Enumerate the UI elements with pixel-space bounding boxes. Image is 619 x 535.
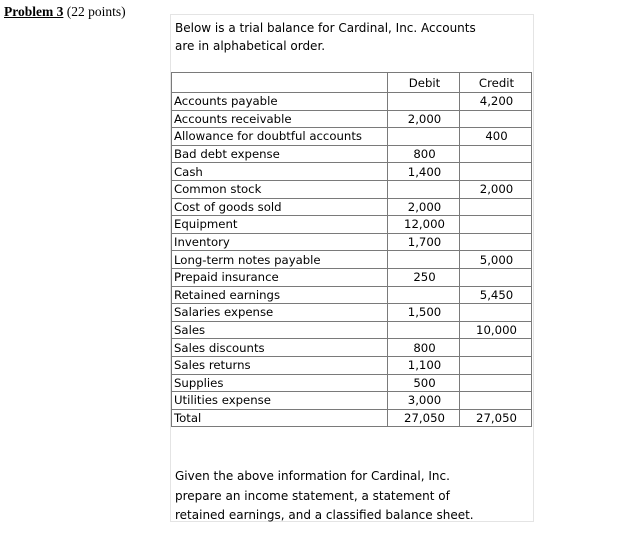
credit-cell: 4,200 [460, 93, 532, 111]
intro-line: Below is a trial balance for Cardinal, Inc. Accounts [175, 21, 476, 35]
account-cell: Accounts receivable [172, 110, 388, 128]
table-row [172, 392, 532, 410]
table-row [172, 180, 532, 198]
credit-cell [460, 356, 532, 374]
account-cell: Bad debt expense [172, 145, 388, 163]
debit-cell: 1,100 [388, 356, 460, 374]
account-cell: Sales discounts [172, 339, 388, 357]
problem-heading: Problem 3 [4, 4, 64, 19]
debit-cell [388, 128, 460, 146]
credit-cell [460, 145, 532, 163]
credit-cell [460, 233, 532, 251]
intro-text [175, 19, 505, 55]
account-cell: Retained earnings [172, 286, 388, 304]
account-cell: Common stock [172, 180, 388, 198]
credit-cell: 2,000 [460, 180, 532, 198]
debit-cell [388, 321, 460, 339]
table-row [172, 339, 532, 357]
debit-cell: 500 [388, 374, 460, 392]
table-row [172, 304, 532, 322]
table-row [172, 233, 532, 251]
header-debit: Debit [388, 73, 460, 93]
credit-cell [460, 304, 532, 322]
credit-cell: 5,000 [460, 251, 532, 269]
problem-header [4, 4, 126, 20]
intro-line: are in alphabetical order. [175, 39, 326, 53]
account-cell: Utilities expense [172, 392, 388, 410]
account-cell: Prepaid insurance [172, 268, 388, 286]
table-row [172, 286, 532, 304]
debit-cell [388, 251, 460, 269]
table-row [172, 198, 532, 216]
table-row [172, 163, 532, 181]
debit-cell: 3,000 [388, 392, 460, 410]
credit-cell [460, 216, 532, 234]
account-cell: Salaries expense [172, 304, 388, 322]
credit-cell [460, 110, 532, 128]
header-account [172, 73, 388, 93]
account-cell: Cash [172, 163, 388, 181]
account-cell: Supplies [172, 374, 388, 392]
debit-cell [388, 286, 460, 304]
table-row [172, 251, 532, 269]
account-cell: Equipment [172, 216, 388, 234]
table-row [172, 321, 532, 339]
table-row [172, 356, 532, 374]
credit-cell [460, 392, 532, 410]
table-header-row [172, 73, 532, 93]
debit-cell: 12,000 [388, 216, 460, 234]
credit-cell: 400 [460, 128, 532, 146]
credit-cell [460, 339, 532, 357]
instructions-line: retained earnings, and a classified balance sheet. [175, 508, 474, 522]
credit-cell [460, 374, 532, 392]
debit-cell: 1,700 [388, 233, 460, 251]
account-cell: Inventory [172, 233, 388, 251]
debit-cell: 800 [388, 339, 460, 357]
credit-cell: 5,450 [460, 286, 532, 304]
debit-cell: 1,500 [388, 304, 460, 322]
account-cell: Cost of goods sold [172, 198, 388, 216]
account-cell: Long-term notes payable [172, 251, 388, 269]
debit-cell: 800 [388, 145, 460, 163]
table-row [172, 268, 532, 286]
table-row [172, 409, 532, 427]
instructions-line: prepare an income statement, a statement of [175, 488, 450, 503]
debit-cell [388, 180, 460, 198]
account-cell: Total [172, 409, 388, 427]
account-cell: Allowance for doubtful accounts [172, 128, 388, 146]
credit-cell [460, 198, 532, 216]
instructions-text [175, 467, 505, 526]
debit-cell [388, 93, 460, 111]
credit-cell: 27,050 [460, 409, 532, 427]
account-cell: Sales [172, 321, 388, 339]
account-cell: Sales returns [172, 356, 388, 374]
debit-cell: 2,000 [388, 198, 460, 216]
account-cell: Accounts payable [172, 93, 388, 111]
instructions-line: Given the above information for Cardinal, Inc. [175, 469, 450, 483]
credit-cell: 10,000 [460, 321, 532, 339]
table-row [172, 374, 532, 392]
table-row [172, 93, 532, 111]
table-row [172, 128, 532, 146]
table-row [172, 145, 532, 163]
table-row [172, 216, 532, 234]
debit-cell: 1,400 [388, 163, 460, 181]
debit-cell: 2,000 [388, 110, 460, 128]
credit-cell [460, 268, 532, 286]
credit-cell [460, 163, 532, 181]
header-credit: Credit [460, 73, 532, 93]
debit-cell: 27,050 [388, 409, 460, 427]
trial-balance-table [171, 72, 532, 427]
problem-points: (22 points) [63, 4, 126, 19]
table-row [172, 110, 532, 128]
debit-cell: 250 [388, 268, 460, 286]
